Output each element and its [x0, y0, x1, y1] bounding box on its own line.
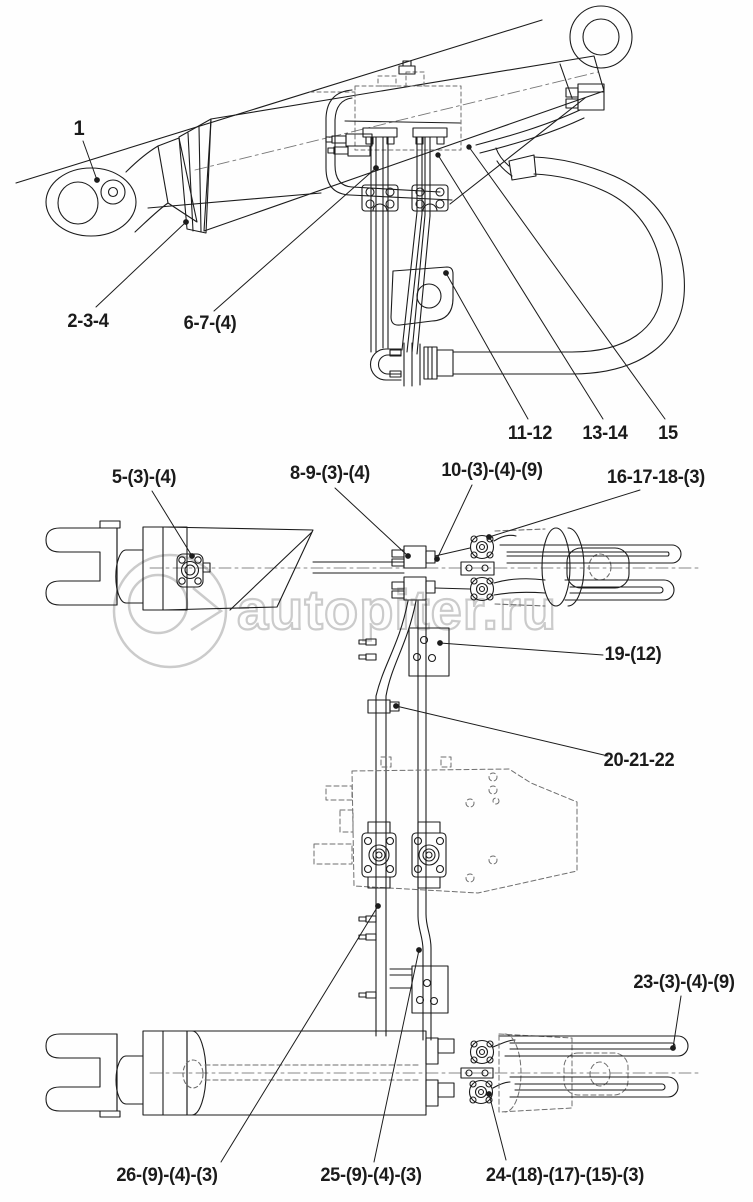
callout-11-12: 11-12	[507, 423, 553, 444]
mounting-eye	[570, 6, 632, 68]
callout-23-3-4-9: 23-(3)-(4)-(9)	[633, 972, 735, 993]
leader-lines-top	[83, 141, 665, 419]
callout-2-3-4: 2-3-4	[67, 311, 109, 332]
callout-19-12: 19-(12)	[604, 644, 662, 665]
callout-26-9-4-3: 26-(9)-(4)-(3)	[116, 1165, 218, 1186]
callout-8-9-3-4: 8-9-(3)-(4)	[290, 463, 370, 484]
callout-20-21-22: 20-21-22	[603, 750, 675, 771]
rod-end-fittings-bottom	[426, 1038, 515, 1106]
hose-loops-bottom	[500, 1036, 688, 1097]
top-view-boom-cylinder	[16, 6, 684, 419]
callout-6-7-4: 6-7-(4)	[183, 313, 237, 334]
valve-flange-right	[412, 822, 446, 888]
bottom-view-cylinder	[46, 904, 700, 1162]
pipe-bolts	[359, 639, 376, 998]
callout-5-3-4: 5-(3)-(4)	[111, 467, 177, 488]
clevis-fork-bottom	[46, 1034, 120, 1117]
valve-flange-left	[362, 822, 396, 888]
callout-13-14: 13-14	[582, 423, 628, 444]
mounting-plate-lower	[390, 966, 448, 1013]
callout-15: 15	[658, 423, 678, 444]
callout-16-17-18-3: 16-17-18-(3)	[607, 467, 705, 488]
callout-10-3-4-9: 10-(3)-(4)-(9)	[441, 460, 543, 481]
callout-24-18-17-15-3: 24-(18)-(17)-(15)-(3)	[485, 1165, 645, 1186]
middle-view-cylinder	[46, 485, 700, 1040]
watermark-logo	[114, 555, 557, 667]
callout-25-9-4-3: 25-(9)-(4)-(3)	[320, 1165, 422, 1186]
callout-1: 1	[73, 117, 85, 140]
hose-loop	[453, 148, 684, 374]
watermark-text: autopiter.ru	[237, 578, 558, 641]
steel-pipes-middle	[376, 601, 431, 1040]
clevis-fork-middle	[46, 521, 120, 605]
valve-hidden	[310, 72, 461, 150]
leader-lines-bottom	[221, 904, 681, 1162]
u-bolt-clamp	[371, 343, 454, 386]
rod-eye	[46, 146, 168, 236]
